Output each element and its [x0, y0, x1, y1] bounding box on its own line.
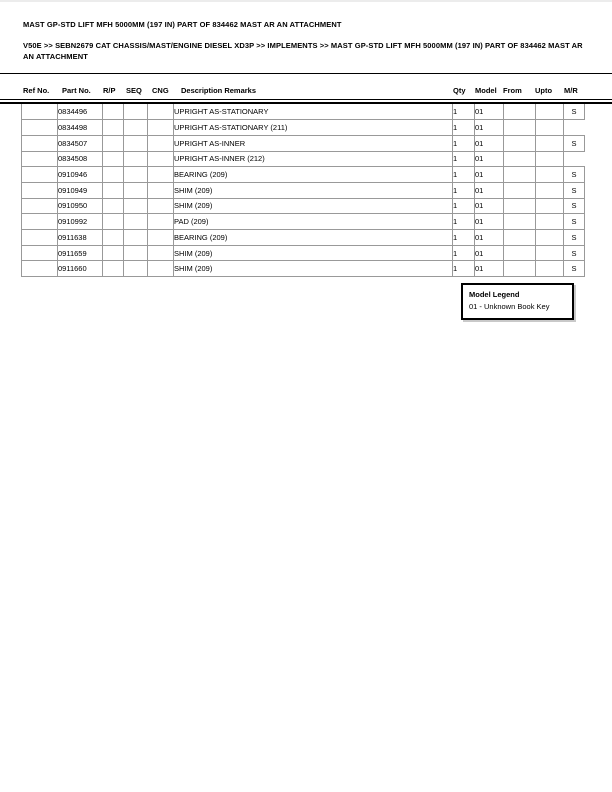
cell-upto	[536, 230, 564, 246]
table-row	[22, 104, 585, 120]
cell-cng	[148, 135, 174, 151]
cell-from	[504, 214, 536, 230]
cell-cng	[148, 245, 174, 261]
cell-from	[504, 198, 536, 214]
cell-model: 01	[475, 167, 504, 183]
cell-ref-no	[22, 104, 58, 120]
cell-model: 01	[475, 104, 504, 120]
cell-upto	[536, 182, 564, 198]
cell-ref-no	[22, 261, 58, 277]
table-row	[22, 198, 585, 214]
cell-cng	[148, 104, 174, 120]
cell-upto	[536, 120, 564, 136]
cell-part-no: 0910992	[58, 214, 103, 230]
col-header-m-r: M/R	[564, 86, 578, 95]
cell-qty: 1	[453, 245, 475, 261]
cell-ref-no	[22, 198, 58, 214]
model-legend-entry: 01 - Unknown Book Key	[469, 302, 550, 311]
cell-mr: S	[564, 167, 585, 183]
cell-description: UPRIGHT AS-STATIONARY (211)	[174, 120, 453, 136]
cell-model: 01	[475, 198, 504, 214]
cell-part-no: 0911660	[58, 261, 103, 277]
cell-seq	[124, 135, 148, 151]
cell-description: PAD (209)	[174, 214, 453, 230]
cell-ref-no	[22, 135, 58, 151]
cell-from	[504, 230, 536, 246]
cell-rp	[103, 214, 124, 230]
cell-upto	[536, 198, 564, 214]
cell-seq	[124, 104, 148, 120]
cell-model: 01	[475, 261, 504, 277]
cell-part-no: 0910950	[58, 198, 103, 214]
cell-description: UPRIGHT AS-INNER (212)	[174, 151, 453, 167]
table-row	[22, 214, 585, 230]
cell-mr	[564, 120, 585, 136]
cell-description: BEARING (209)	[174, 167, 453, 183]
cell-rp	[103, 261, 124, 277]
cell-mr: S	[564, 261, 585, 277]
cell-mr	[564, 151, 585, 167]
table-row	[22, 261, 585, 277]
cell-qty: 1	[453, 104, 475, 120]
cell-qty: 1	[453, 120, 475, 136]
cell-cng	[148, 167, 174, 183]
cell-mr: S	[564, 135, 585, 151]
cell-qty: 1	[453, 230, 475, 246]
col-header-ref-no: Ref No.	[23, 86, 50, 95]
cell-rp	[103, 230, 124, 246]
cell-from	[504, 151, 536, 167]
table-header-row	[0, 86, 612, 96]
cell-cng	[148, 261, 174, 277]
cell-mr: S	[564, 104, 585, 120]
cell-seq	[124, 245, 148, 261]
cell-rp	[103, 135, 124, 151]
col-header-r-p: R/P	[103, 86, 116, 95]
col-header-part-no: Part No.	[62, 86, 91, 95]
cell-model: 01	[475, 151, 504, 167]
cell-mr: S	[564, 214, 585, 230]
cell-description: BEARING (209)	[174, 230, 453, 246]
cell-ref-no	[22, 245, 58, 261]
cell-seq	[124, 120, 148, 136]
cell-qty: 1	[453, 198, 475, 214]
cell-ref-no	[22, 230, 58, 246]
cell-description: SHIM (209)	[174, 261, 453, 277]
cell-ref-no	[22, 182, 58, 198]
cell-from	[504, 245, 536, 261]
cell-model: 01	[475, 182, 504, 198]
cell-upto	[536, 214, 564, 230]
cell-part-no: 0911659	[58, 245, 103, 261]
cell-qty: 1	[453, 167, 475, 183]
cell-from	[504, 261, 536, 277]
breadcrumb[interactable]: V50E >> SEBN2679 CAT CHASSIS/MAST/ENGINE DIESEL XD3P >> IMPLEMENTS >> MAST GP-STD LIFT MFH 5000MM (197 IN) PART OF 834462 MAST AR AN ATTACHMENT	[23, 41, 583, 61]
cell-cng	[148, 151, 174, 167]
cell-model: 01	[475, 135, 504, 151]
page-top-edge	[0, 0, 612, 2]
cell-rp	[103, 198, 124, 214]
model-legend	[461, 283, 574, 320]
cell-from	[504, 167, 536, 183]
cell-description: SHIM (209)	[174, 245, 453, 261]
cell-ref-no	[22, 167, 58, 183]
cell-seq	[124, 261, 148, 277]
cell-from	[504, 182, 536, 198]
cell-part-no: 0834498	[58, 120, 103, 136]
cell-ref-no	[22, 120, 58, 136]
cell-model: 01	[475, 245, 504, 261]
col-header-cng: CNG	[152, 86, 169, 95]
cell-description: SHIM (209)	[174, 182, 453, 198]
cell-cng	[148, 198, 174, 214]
cell-upto	[536, 104, 564, 120]
cell-model: 01	[475, 120, 504, 136]
cell-rp	[103, 120, 124, 136]
cell-ref-no	[22, 214, 58, 230]
model-legend-title: Model Legend	[469, 290, 520, 299]
cell-qty: 1	[453, 135, 475, 151]
cell-part-no: 0834508	[58, 151, 103, 167]
cell-model: 01	[475, 214, 504, 230]
cell-rp	[103, 104, 124, 120]
cell-part-no: 0834507	[58, 135, 103, 151]
cell-seq	[124, 167, 148, 183]
cell-rp	[103, 167, 124, 183]
cell-from	[504, 104, 536, 120]
cell-seq	[124, 151, 148, 167]
cell-rp	[103, 245, 124, 261]
parts-table	[21, 104, 585, 277]
cell-part-no: 0910949	[58, 182, 103, 198]
table-row	[22, 151, 585, 167]
table-row	[22, 167, 585, 183]
cell-qty: 1	[453, 151, 475, 167]
cell-ref-no	[22, 151, 58, 167]
cell-mr: S	[564, 182, 585, 198]
cell-qty: 1	[453, 261, 475, 277]
cell-description: SHIM (209)	[174, 198, 453, 214]
col-header-description-remarks: Description Remarks	[181, 86, 257, 95]
cell-model: 01	[475, 230, 504, 246]
cell-seq	[124, 182, 148, 198]
cell-upto	[536, 245, 564, 261]
table-row	[22, 182, 585, 198]
cell-cng	[148, 214, 174, 230]
header-top-rule	[0, 73, 612, 74]
page-title: MAST GP-STD LIFT MFH 5000MM (197 IN) PART OF 834462 MAST AR AN ATTACHMENT	[23, 20, 342, 29]
cell-from	[504, 120, 536, 136]
cell-cng	[148, 182, 174, 198]
cell-description: UPRIGHT AS-STATIONARY	[174, 104, 453, 120]
cell-seq	[124, 214, 148, 230]
cell-qty: 1	[453, 214, 475, 230]
col-header-upto: Upto	[535, 86, 553, 95]
cell-upto	[536, 151, 564, 167]
col-header-model: Model	[475, 86, 497, 95]
cell-qty: 1	[453, 182, 475, 198]
cell-cng	[148, 120, 174, 136]
cell-mr: S	[564, 245, 585, 261]
cell-upto	[536, 167, 564, 183]
cell-rp	[103, 151, 124, 167]
cell-part-no: 0834496	[58, 104, 103, 120]
cell-seq	[124, 198, 148, 214]
cell-mr: S	[564, 198, 585, 214]
cell-from	[504, 135, 536, 151]
cell-upto	[536, 135, 564, 151]
table-row	[22, 245, 585, 261]
cell-part-no: 0911638	[58, 230, 103, 246]
cell-mr: S	[564, 230, 585, 246]
table-row	[22, 120, 585, 136]
cell-description: UPRIGHT AS-INNER	[174, 135, 453, 151]
cell-cng	[148, 230, 174, 246]
cell-seq	[124, 230, 148, 246]
col-header-seq: SEQ	[126, 86, 142, 95]
table-row	[22, 230, 585, 246]
cell-upto	[536, 261, 564, 277]
table-row	[22, 135, 585, 151]
cell-part-no: 0910946	[58, 167, 103, 183]
col-header-qty: Qty	[453, 86, 466, 95]
cell-rp	[103, 182, 124, 198]
col-header-from: From	[503, 86, 522, 95]
